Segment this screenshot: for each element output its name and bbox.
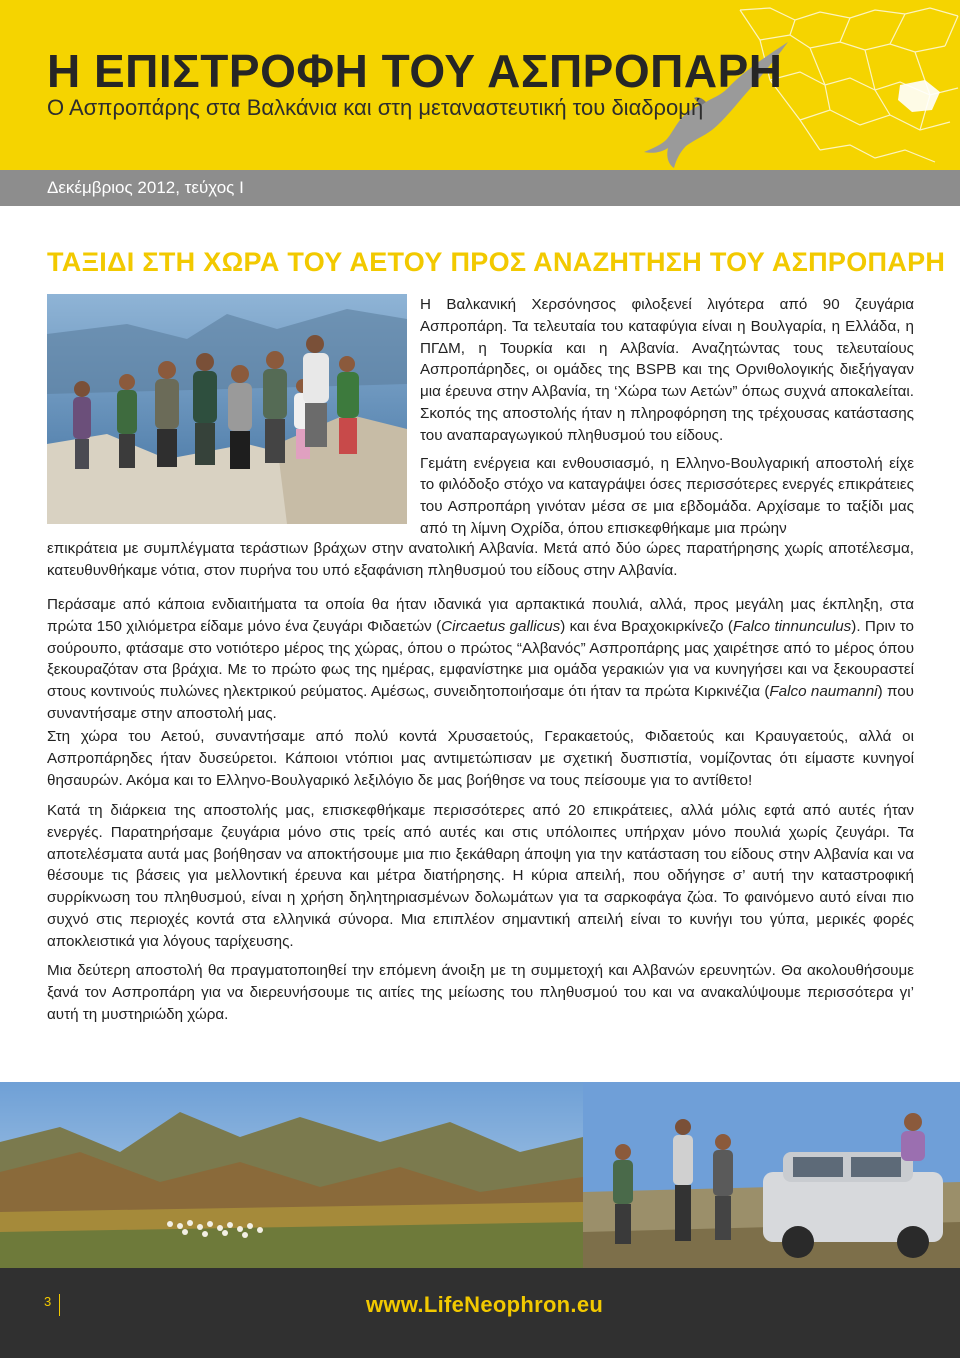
species-circaetus: Circaetus gallicus bbox=[441, 617, 561, 635]
body-paragraph-2 bbox=[47, 594, 914, 725]
page-number-divider bbox=[59, 1294, 60, 1316]
para-2-text-d: ) που συναντήσαμε στην αποστολή μας. bbox=[47, 683, 914, 722]
page-subtitle: Ο Ασπροπάρης στα Βαλκάνια και στη μεταναστευτική του διαδρομή bbox=[47, 95, 704, 120]
species-falco-tinnunculus: Falco tinnunculus bbox=[732, 617, 852, 635]
bulgaria-highlight-shape bbox=[898, 80, 940, 112]
issue-band bbox=[0, 170, 960, 206]
body-paragraph-3: Στη χώρα του Αετού, συναντήσαμε από πολύ κοντά Χρυσαετούς, Γερακαετούς, Φιδαετούς και Κραυγαετούς, αλλά οι Ασπροπάρηδες ήταν δυσεύρετοι. Κάποιοι ντόπιοι μας αντιμετώπισαν με σχετική δυσπιστία, νομίζοντας ότι είμαστε κυνηγοί θησαυρών. Ακόμα και το Ελληνο-Βουλγαρικό λεξιλόγιο δε μας βοήθησε να τους πείσουμε για το αντίθετο! bbox=[47, 728, 914, 789]
body-paragraph-1-cont: επικράτεια με συμπλέγματα τεράστιων βράχων στην ανατολική Αλβανία. Μετά από δύο ώρες παρατήρησης χωρίς αποτέλεσμα, κατευθυνθήκαμε νότια, στον πυρήνα του υπό εξαφάνιση πληθυσμού του είδους στην Αλβανία. bbox=[47, 540, 914, 579]
intro-column bbox=[420, 294, 914, 540]
website-link[interactable]: www.LifeNeophron.eu bbox=[366, 1292, 604, 1317]
mountain-landscape-photo bbox=[0, 1082, 583, 1268]
team-group-photo bbox=[47, 294, 407, 524]
species-falco-naumanni: Falco naumanni bbox=[769, 683, 878, 701]
page-title: Η ΕΠΙΣΤΡΟΦΗ ΤΟΥ ΑΣΠΡΟΠΑΡΗ bbox=[47, 45, 783, 97]
page-number: 3 bbox=[44, 1294, 52, 1309]
para-2-text-c: ). Πριν το σούρουπο, φτάσαμε στο νοτιότερο μέρος της χώρας, όπου ο πρώτος “Αλβανός” Ασπροπάρης μας χαιρέτησε από το μέρος όπου ξεκουραζόταν στα βράχια. Με το πρώτο φως της ημέρας, εμφανίστηκε μια ομάδα γερακιών για να κυνηγήσει και να ξεκουραστεί στους κοντινούς πυλώνες ηλεκτρικού ρεύματος. Αμέσως, συνειδητοποιήσαμε ότι ήταν τα πρώτα Κιρκινέζια ( bbox=[47, 617, 914, 701]
header-banner bbox=[0, 0, 960, 170]
team-with-car-photo bbox=[583, 1082, 960, 1268]
intro-paragraph-1: Η Βαλκανική Χερσόνησος φιλοξενεί λιγότερα από 90 ζευγάρια Ασπροπάρη. Τα τελευταία του καταφύγια είναι η Βουλγαρία, η Ελλάδα, η ΠΓΔΜ, η Τουρκία και η Αλβανία. Αναζητώντας τους τελευταίους Ασπροπάρηδες, οι ομάδες της BSPB και της Ορνιθολογικής διεξήγαγαν μια έρευνα στην Αλβανία, τη ‘Χώρα των Αετών” όπως συχνά αποκαλείται. Σκοπός της αποστολής ήταν η πληροφόρηση της τρέχουσας κατάστασης του αναπαραγωγικού πληθυσμού του είδους. bbox=[420, 296, 914, 444]
body-paragraph-4: Κατά τη διάρκεια της αποστολής μας, επισκεφθήκαμε περισσότερες από 20 επικράτειες, αλλά μόλις εφτά από αυτές ήταν ενεργές. Παρατηρήσαμε ζευγάρια μόνο στις τρείς από αυτές και στις υπόλοιπες υπήρχαν μόνο πουλιά χωρίς ζευγάρι. Τα αποτελέσματα αυτά μας βοήθησαν να αποκτήσουμε μια πιο ξεκάθαρη άποψη για την κατάσταση του είδους στην Αλβανία και να θέσουμε τις βάσεις για μελλοντική έρευνα και μέτρα διατήρησης. Η κύρια απειλή, που οδήγησε σ’ αυτή την καταστροφική συρρίκνωση του πληθυσμού, είναι η χρήση δηλητηριασμένων δολωμάτων για τα σαρκοφάγα ζώα. Το φαινόμενο αυτό είναι πιο συχνό στις περιοχές κοντά στα ελληνικά σύνορα. Μια επιπλέον σημαντική απειλή είναι το κυνήγι του γύπα, μερικές φορές αποκλειστικά για λόγους ταρίχευσης. bbox=[47, 802, 914, 950]
footer-bar bbox=[0, 1268, 960, 1358]
intro-paragraph-2: Γεμάτη ενέργεια και ενθουσιασμό, η Ελληνο-Βουλγαρική αποστολή είχε το φιλόδοξο στόχο να καταγράψει όσες περισσότερες ενεργές επικράτειες του Ασπροπάρη γινόταν μέσα σε μια εβδομάδα. Αρχίσαμε το ταξίδι μας από τη λίμνη Οχρίδα, όπου επισκεφθήκαμε μια πρώην bbox=[420, 454, 914, 537]
para-2-text-b: ) και ένα Βραχοκιρκίνεζο ( bbox=[560, 617, 733, 635]
issue-date: Δεκέμβριος 2012, τεύχος I bbox=[47, 178, 244, 197]
article-heading: ΤΑΞΙΔΙ ΣΤΗ ΧΩΡΑ ΤΟΥ ΑΕΤΟΥ ΠΡΟΣ ΑΝΑΖΗΤΗΣΗ ΤΟΥ ΑΣΠΡΟΠΑΡΗ bbox=[47, 247, 946, 277]
para-2-text-a: Περάσαμε από κάποια ενδιαιτήματα τα οποία θα ήταν ιδανικά για αρπακτικά πουλιά, αλλά, προς μεγάλη μας έκπληξη, στα πρώτα 150 χιλιόμετρα είδαμε μόνο ένα ζευγάρι Φιδαετών ( bbox=[47, 596, 914, 635]
body-paragraph-5: Μια δεύτερη αποστολή θα πραγματοποιηθεί την επόμενη άνοιξη με τη συμμετοχή και Αλβανών ερευνητών. Θα ακολουθήσουμε ξανά τον Ασπροπάρη για να διερευνήσουμε τις αιτίες της μείωσης του πληθυσμού του και να ανακαλύψουμε περισσότερα γι’ αυτή τη μυστηριώδη χώρα. bbox=[47, 962, 914, 1023]
